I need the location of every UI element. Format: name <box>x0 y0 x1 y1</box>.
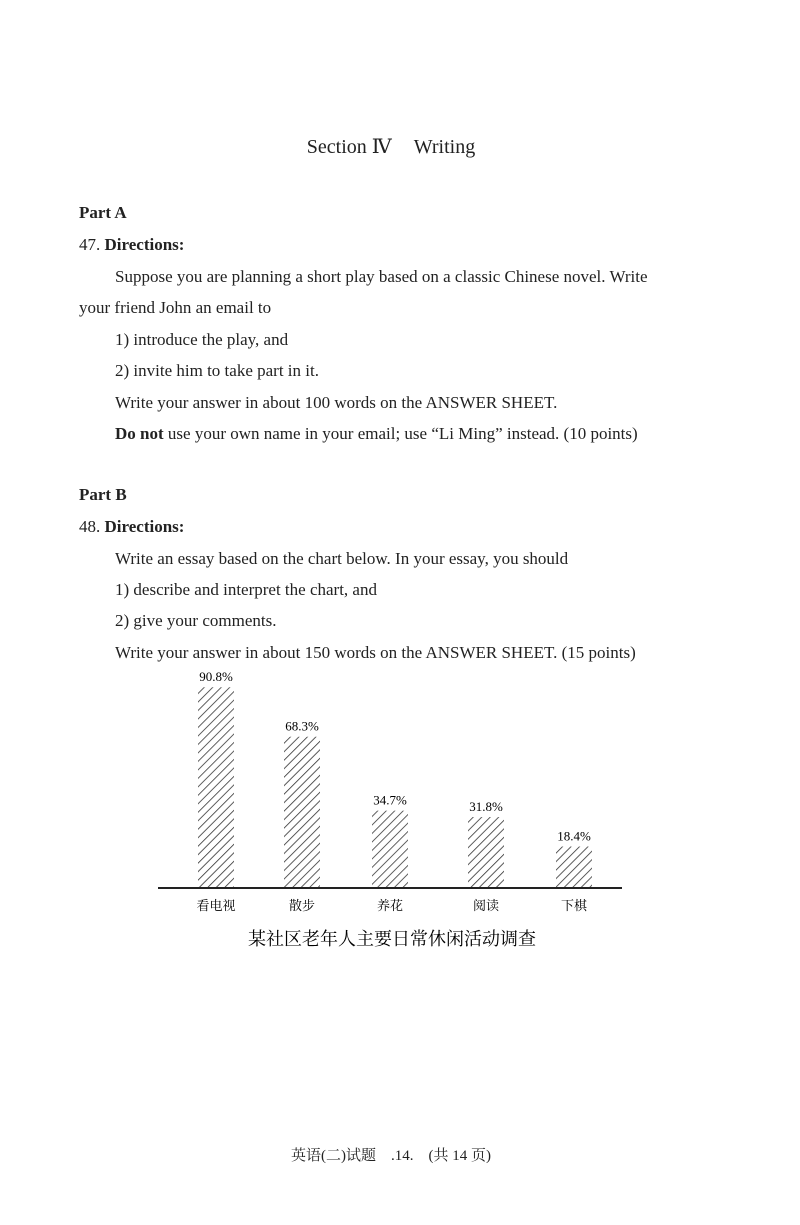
bar-value-label: 18.4% <box>557 828 591 844</box>
part-a-item-1: 1) introduce the play, and <box>115 330 289 349</box>
part-a-instruction: Write your answer in about 100 words on the ANSWER SHEET. <box>115 393 558 412</box>
bar-5 <box>556 847 592 887</box>
question-number: 48. <box>79 517 101 536</box>
category-label: 下棋 <box>560 898 588 913</box>
bar-3 <box>372 811 408 887</box>
bar-value-label: 31.8% <box>469 799 503 815</box>
note-emphasis: Do not <box>115 424 164 443</box>
category-label: 养花 <box>376 898 404 913</box>
question-number: 47. <box>79 235 101 254</box>
directions-colon: : <box>178 235 185 254</box>
part-b-item-1: 1) describe and interpret the chart, and <box>115 580 377 599</box>
part-a-heading: Part A <box>79 203 127 222</box>
page-footer: 英语(二)试题 .14. (共 14 页) <box>291 1148 491 1164</box>
part-b-item-2: 2) give your comments. <box>115 611 277 630</box>
bar-value-label: 34.7% <box>373 792 407 808</box>
directions-label: Directions <box>104 517 179 536</box>
part-b-instruction: Write your answer in about 150 words on the ANSWER SHEET. (15 points) <box>115 643 636 662</box>
category-label: 阅读 <box>472 898 500 913</box>
part-a-prompt-line2: your friend John an email to <box>79 298 272 317</box>
bar-2 <box>284 737 320 887</box>
part-a-prompt-line1: Suppose you are planning a short play based on a classic Chinese novel. Write <box>115 267 648 286</box>
category-label: 散步 <box>288 898 316 913</box>
directions-colon: : <box>178 517 185 536</box>
bar-4 <box>468 817 504 887</box>
part-b-prompt: Write an essay based on the chart below. In your essay, you should <box>115 549 569 568</box>
part-a-item-2: 2) invite him to take part in it. <box>115 361 319 380</box>
bar-1 <box>198 687 234 887</box>
section-name: Section Ⅳ <box>306 136 392 158</box>
part-b-heading: Part B <box>79 485 127 504</box>
section-subject: Writing <box>413 136 476 158</box>
bar-value-label: 68.3% <box>285 718 319 734</box>
bar-value-label: 90.8% <box>199 669 233 685</box>
note-text: use your own name in your email; use “Li Ming” instead. (10 points) <box>163 424 638 443</box>
chart-title: 某社区老年人主要日常休闲活动调查 <box>248 929 536 949</box>
category-label: 看电视 <box>196 898 236 913</box>
directions-label: Directions <box>104 235 179 254</box>
